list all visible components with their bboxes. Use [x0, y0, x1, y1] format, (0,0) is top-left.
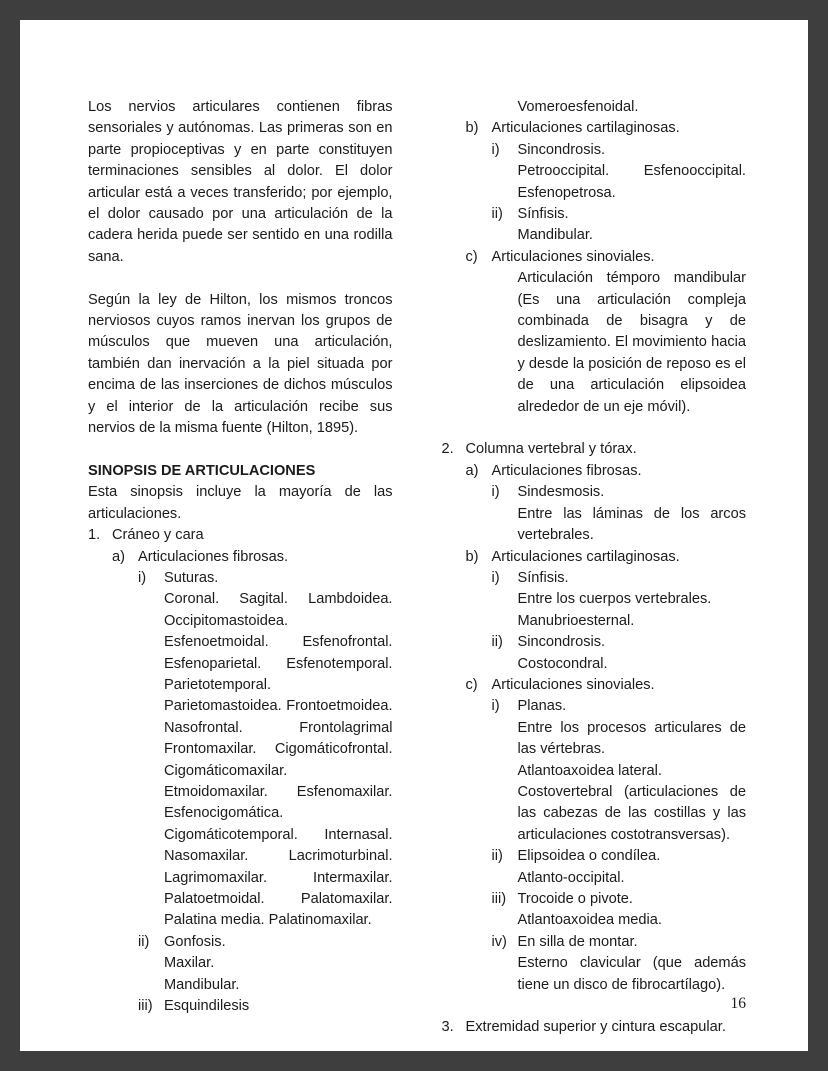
list-marker: i) — [491, 141, 500, 158]
list-text: Gonfosis. — [164, 933, 226, 950]
list-item — [88, 568, 393, 589]
list-marker: b) — [465, 120, 479, 137]
list-marker: a) — [112, 548, 125, 565]
list-marker: i) — [491, 484, 500, 501]
list-marker: a) — [465, 462, 479, 479]
list-item: Entre los cuerpos vertebrales. — [517, 591, 712, 608]
list-marker: ii) — [491, 848, 503, 865]
list-marker: i) — [138, 569, 147, 586]
list-item — [88, 932, 393, 953]
list-text: Suturas. — [164, 569, 219, 586]
list-item: Mandibular. — [164, 976, 240, 993]
list-item: Entre las láminas de los arcos vertebrales. — [517, 505, 746, 544]
list-item — [442, 696, 747, 717]
list-marker: iv) — [491, 933, 507, 950]
list-marker: ii) — [138, 933, 150, 950]
list-item: Coronal. Sagital. Lambdoidea. Occipitomastoidea. Esfenoetmoidal. Esfenofrontal. Esfenoparietal. Esfenotemporal. Parietotemporal. Parietomastoidea. Frontoetmoidea. Nasofrontal. Frontolagrimal Frontomaxilar. Cigomáticofrontal. Cigomáticomaxilar. Etmoidomaxilar. Esfenomaxilar. Esfenocigomática. Cigomáticotemporal. Internasal. Nasomaxilar. Lacrimoturbinal. Lagrimomaxilar. Intermaxilar. Palatoetmoidal. Palatomaxilar. Palatina media. Palatinomaxilar. — [164, 591, 393, 929]
list-item — [88, 525, 393, 546]
list-marker: ii) — [491, 206, 503, 223]
list-item — [442, 247, 747, 268]
list-text: Columna vertebral y tórax. — [465, 441, 637, 458]
list-item — [442, 118, 747, 139]
page-number: 16 — [730, 995, 746, 1012]
list-item — [442, 889, 747, 910]
right-column — [442, 97, 747, 1039]
list-text: Planas. — [517, 698, 567, 715]
list-item — [442, 675, 747, 696]
list-text: Articulaciones cartilaginosas. — [491, 120, 680, 137]
list-text: Sínfisis. — [517, 206, 569, 223]
list-item — [442, 932, 747, 953]
list-marker: c) — [465, 248, 478, 265]
list-item — [442, 482, 747, 503]
list-item: Petrooccipital. Esfenooccipital. Esfenopetrosa. — [517, 163, 746, 201]
list-text: Articulaciones fibrosas. — [138, 548, 289, 565]
list-item — [442, 204, 747, 225]
list-text: Extremidad superior y cintura escapular. — [465, 1019, 726, 1036]
list-item: Vomeroesfenoidal. — [517, 99, 639, 115]
paragraph-nerves: Los nervios articulares contienen fibras sensoriales y autónomas. Las primeras son en parte propioceptivas y en parte constituyen terminaciones sensibles al dolor. El dolor articular está a veces transferido; por ejemplo, el dolor causado por una articulación de la cadera herida puede ser sentido en una rodilla sana. — [88, 99, 393, 265]
list-marker: 1. — [88, 527, 101, 544]
left-column — [88, 97, 393, 1039]
list-text: Esquindilesis — [164, 998, 250, 1015]
list-marker: i) — [491, 569, 500, 586]
list-item: Maxilar. — [164, 955, 215, 972]
list-marker: b) — [465, 548, 479, 565]
list-item — [442, 439, 747, 460]
paragraph-intro: Esta sinopsis incluye la mayoría de las articulaciones. — [88, 484, 393, 522]
list-item — [88, 996, 393, 1017]
list-marker: i) — [491, 698, 500, 715]
list-item: Articulación témporo mandibular (Es una articulación compleja combinada de bisagra y de deslizamiento. El movimiento hacia y desde la posición de reposo es el de una articulación elipsoidea alrededor de un eje móvil). — [517, 270, 746, 415]
list-text: Sincondrosis. — [517, 634, 606, 651]
list-text: Elipsoidea o condílea. — [517, 848, 661, 865]
list-text: Articulaciones cartilaginosas. — [491, 548, 680, 565]
list-item — [442, 632, 747, 653]
list-marker: iii) — [491, 891, 507, 908]
list-item — [442, 461, 747, 482]
paragraph-hilton-law: Según la ley de Hilton, los mismos troncos nerviosos cuyos ramos inervan los grupos de músculos que mueven una articulación, también dan inervación a la piel situada por encima de las inserciones de dichos músculos y el interior de la articulación recibe sus nervios de la misma fuente (Hilton, 1895). — [88, 291, 393, 437]
section-heading: SINOPSIS DE ARTICULACIONES — [88, 462, 316, 479]
list-item: Costocondral. — [517, 655, 608, 672]
list-text: En silla de montar. — [517, 933, 638, 950]
list-item: Esterno clavicular (que además tiene un disco de fibrocartílago). — [517, 955, 746, 993]
list-marker: 3. — [441, 1019, 454, 1036]
list-item — [442, 140, 747, 161]
list-item — [442, 547, 747, 568]
list-item — [442, 1017, 747, 1038]
list-marker: ii) — [491, 634, 503, 651]
list-text: Sínfisis. — [517, 569, 569, 586]
list-item: Atlanto-occipital. — [517, 869, 625, 886]
list-text: Articulaciones sinoviales. — [491, 248, 655, 265]
list-item — [88, 547, 393, 568]
list-marker: 2. — [441, 441, 454, 458]
list-marker: iii) — [138, 998, 153, 1015]
list-item — [442, 846, 747, 867]
list-text: Articulaciones sinoviales. — [491, 676, 655, 693]
list-marker: c) — [465, 676, 478, 693]
list-text: Articulaciones fibrosas. — [491, 462, 642, 479]
document-page — [20, 20, 808, 1051]
list-text: Trocoide o pivote. — [517, 891, 633, 908]
page-content — [88, 97, 746, 1039]
list-text: Cráneo y cara — [112, 527, 204, 544]
list-text: Sindesmosis. — [517, 484, 605, 501]
list-item: Manubrioesternal. — [517, 612, 635, 629]
list-item: Entre los procesos articulares de las vértebras. — [517, 719, 746, 758]
list-item: Atlantoaxoidea lateral. — [517, 762, 662, 779]
list-item: Atlantoaxoidea media. — [517, 912, 662, 929]
list-item — [442, 568, 747, 589]
list-text: Sincondrosis. — [517, 141, 606, 158]
list-item: Costovertebral (articulaciones de las cabezas de las costillas y las articulaciones costotransversas). — [517, 783, 746, 843]
list-item: Mandibular. — [517, 227, 593, 244]
